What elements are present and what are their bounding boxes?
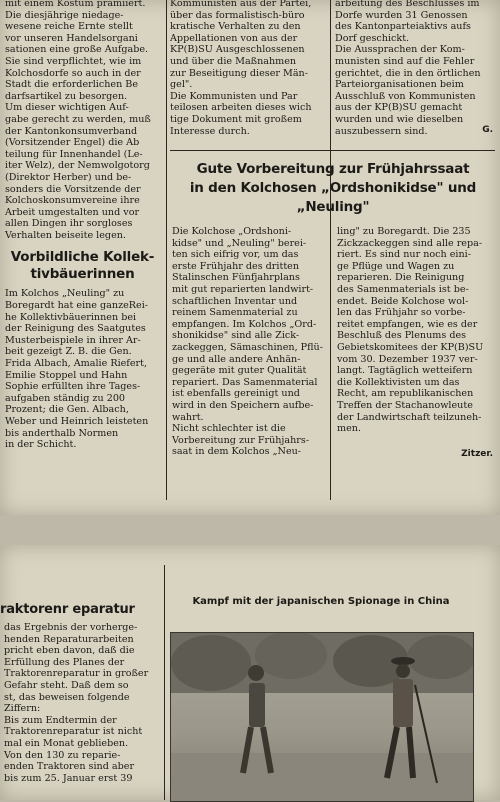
text-line: die Kollektivisten um das (337, 376, 460, 388)
headline-kollektivbaeuerinnen (5, 249, 160, 283)
headline-line-3: „Neuling" (296, 199, 370, 215)
text-line: KP(B)SU Ausgeschlossenen (170, 44, 305, 56)
text-line: Die diesjährige niedage- (5, 9, 124, 21)
text-line: wesene reiche Ernte stellt (5, 21, 133, 33)
column-2-top (170, 0, 325, 137)
text-line: vor unseren Handelsorgani (5, 32, 138, 44)
text-line: Die Aussprachen der Kom- (335, 44, 465, 56)
text-line: in der Schicht. (5, 439, 77, 451)
text-line: Recht, am republikanischen (337, 388, 474, 400)
headline-text: Vorbildliche Kollek- tivbäuerinnen (10, 249, 155, 283)
text-line: Ausschluß von Kommunisten (335, 90, 476, 102)
photo-illustration (171, 633, 473, 801)
text-line: Prozent; die Gen. Albach, (5, 404, 129, 416)
headline-line-1: Gute Vorbereitung zur Frühjahrssaat (196, 161, 470, 177)
text-line: Ziffern: (4, 703, 41, 715)
text-line: endet. Beide Kolchose wol- (337, 295, 469, 307)
headline-fruehjahrssaat (172, 160, 494, 217)
text-line: gegeräte mit guter Qualität (172, 365, 307, 377)
headline-traktorenreparatur: raktorenr eparatur (0, 602, 135, 617)
text-line: Weber und Heinrich leisteten (5, 416, 149, 427)
news-photo (170, 632, 474, 802)
text-line: erste Frühjahr des dritten (172, 260, 300, 272)
column-rule (166, 0, 167, 500)
text-line: he Kollektivbäuerinnen bei (5, 311, 137, 323)
traktoren-text (4, 622, 157, 784)
text-line: pricht eben davon, daß die (4, 645, 135, 657)
text-line: kidse" und „Neuling" berei- (172, 237, 307, 249)
text-line: Arbeit umgestalten und vor (5, 206, 140, 218)
text-line: ist ebenfalls gereinigt und (172, 388, 300, 400)
text-line: gerichtet, die in den örtlichen (335, 67, 481, 79)
text-line: st, das beweisen folgende (4, 691, 130, 703)
text-line: Kommunisten aus der Partei, (170, 0, 312, 9)
text-line: empfangen. Im Kolchos „Ord- (172, 318, 317, 330)
text-line: ling" zu Boregardt. Die 235 (337, 226, 471, 237)
text-line: Emilie Stoppel und Hahn (5, 369, 128, 381)
text-line: Traktorenreparatur ist nicht (4, 726, 143, 738)
text-line: Von den 130 zu reparie- (4, 749, 121, 761)
text-line: Zickzackeggen sind alle repa- (337, 237, 483, 249)
text-line: Traktorenreparatur in großer (4, 668, 149, 680)
text-line: Beschluß des Plenums des (337, 330, 467, 342)
text-line: Parteiorganisationen beim (335, 79, 464, 91)
article-2-text-b (337, 226, 493, 435)
text-line: Kolchoskonsumvereine ihre (5, 195, 140, 207)
text-line: zackeggen, Sämaschinen, Pflü- (172, 341, 323, 353)
text-line: henden Reparaturarbeiten (4, 633, 134, 645)
text-line: auszubessern sind. (335, 125, 428, 137)
article-2-column-a (172, 226, 327, 458)
text-line: len das Frühjahr so vorbe- (337, 307, 466, 319)
text-line: der Landwirtschaft teilzuneh- (337, 411, 482, 423)
text-line: und über die Maßnahmen (170, 55, 297, 67)
text-line: der Reinigung des Saatgutes (5, 323, 146, 335)
column-traktoren (4, 622, 157, 784)
text-line: reinem Samenmaterial zu (172, 307, 298, 319)
text-line: Interesse durch. (170, 125, 250, 137)
text-line: der Kantonkonsumverband (5, 125, 138, 137)
text-line: zur Beseitigung dieser Män- (170, 67, 308, 79)
text-line: teilung für Innenhandel (Le- (5, 148, 143, 160)
text-line: Bis zum Endtermin der (4, 714, 117, 726)
text-line: aus der KP(B)SU gemacht (335, 102, 463, 114)
text-line: riert. Es sind nur noch eini- (337, 249, 471, 261)
text-line: mit gut reparierten landwirt- (172, 283, 314, 295)
text-line: teilosen arbeiten dieses wich (170, 102, 312, 114)
text-line: Boregardt hat eine ganzeRei- (5, 300, 149, 312)
text-line: enden Traktoren sind aber (4, 761, 135, 773)
text-line: beit gezeigt Z. B. die Gen. (5, 346, 132, 358)
column-1-text-b (5, 288, 160, 450)
text-line: aufgaben ständig zu 200 (5, 392, 126, 404)
article-divider (170, 150, 495, 151)
text-line: Dorf geschickt. (335, 32, 410, 44)
text-line: sationen eine große Aufgabe. (5, 44, 149, 56)
text-line: wird in den Speichern aufbe- (172, 399, 314, 411)
text-line: allen Dingen ihr sorgloses (5, 218, 133, 230)
text-line: ge Pflüge und Wagen zu (337, 260, 455, 272)
column-2-text (170, 0, 325, 137)
text-line: mit einem Kostüm prämiiert. (5, 0, 146, 9)
text-line: Gefahr steht. Daß dem so (4, 679, 129, 691)
text-line: bis anderthalb Normen (5, 427, 119, 439)
text-line: Die Kolchose „Ordshoni- (172, 226, 292, 237)
article-2-text-a (172, 226, 327, 458)
text-line: munisten sind auf die Fehler (335, 55, 475, 67)
text-line: ten sich eifrig vor, um das (172, 249, 299, 261)
text-line: repariert. Das Samenmaterial (172, 376, 318, 388)
text-line: ge und alle andere Anhän- (172, 353, 301, 365)
photo-caption: Kampf mit der japanischen Spionage in China (192, 596, 450, 607)
column-1 (5, 0, 160, 451)
column-rule (330, 0, 331, 500)
text-line: men. (337, 423, 362, 435)
text-line: Kolchosdorfe so auch in der (5, 67, 141, 79)
text-line: schaftlichen Inventar und (172, 295, 298, 307)
text-line: iter Welz), der Nemwolgotorg (5, 160, 150, 172)
column-3-text (335, 0, 493, 137)
column-3-top (335, 0, 493, 137)
text-line: reparieren. Die Reinigung (337, 272, 465, 284)
text-line: Appellationen von aus der (170, 32, 298, 44)
text-line: Erfüllung des Planes der (4, 656, 125, 668)
text-line: Im Kolchos „Neuling" zu (5, 288, 125, 300)
text-line: sonders die Vorsitzende der (5, 183, 141, 195)
text-line: Stalinschen Fünfjahrplans (172, 272, 300, 284)
text-line: shonikidse" sind alle Zick- (172, 330, 300, 342)
signature-g: G. (482, 125, 493, 136)
text-line: Um dieser wichtigen Auf- (5, 102, 129, 114)
text-line: des Samenmaterials ist be- (337, 283, 469, 295)
text-line: saat in dem Kolchos „Neu- (172, 446, 302, 458)
text-line: tige Dokument mit großem (170, 113, 302, 125)
text-line: gabe gerecht zu werden, muß (5, 113, 151, 125)
text-line: Sie sind verpflichtet, wie im (5, 55, 142, 67)
signature-zitzer: Zitzer. (461, 448, 493, 459)
text-line: (Direktor Herber) und be- (5, 171, 132, 183)
text-line: Treffen der Stachanowleute (337, 399, 473, 411)
text-line: Gebietskomitees der KP(B)SU (337, 341, 484, 353)
text-line: Dorfe wurden 31 Genossen (335, 9, 468, 21)
text-line: bis zum 25. Januar erst 39 (4, 772, 133, 784)
text-line: vom 30. Dezember 1937 ver- (337, 353, 478, 365)
text-line: Sophie erfüllten ihre Tages- (5, 381, 141, 393)
text-line: Musterbeispiele in ihrer Ar- (5, 334, 141, 346)
column-rule (164, 565, 165, 800)
text-line: Frida Albach, Amalie Riefert, (5, 358, 148, 370)
text-line: Die Kommunisten und Par (170, 90, 298, 102)
text-line: reitet empfangen, wie es der (337, 318, 478, 330)
text-line: (Vorsitzender Engel) die Ab (5, 137, 140, 149)
text-line: Verhalten beiseite legen. (5, 229, 126, 241)
text-line: gel". (170, 79, 193, 91)
text-line: darfsartikel zu besorgen. (5, 90, 128, 102)
column-1-text-a (5, 0, 160, 241)
text-line: Vorbereitung zur Frühjahrs- (172, 434, 310, 446)
text-line: mal ein Monat geblieben. (4, 737, 129, 749)
text-line: über das formalistisch-büro (170, 9, 305, 21)
text-line: kratische Verhalten zu den (170, 21, 301, 33)
text-line: arbeitung des Beschlusses im (335, 0, 480, 9)
text-line: das Ergebnis der vorherge- (4, 622, 138, 633)
text-line: wahrt. (172, 411, 204, 423)
text-line: langt. Tagtäglich wetteifern (337, 365, 473, 377)
text-line: wurden und wie dieselben (335, 113, 464, 125)
text-line: des Kantonparteiaktivs aufs (335, 21, 471, 33)
headline-line-2: in den Kolchosen „Ordshonikidse" und (189, 180, 477, 196)
text-line: Nicht schlechter ist die (172, 423, 286, 435)
text-line: Stadt die erforderlichen Be (5, 79, 139, 91)
article-2-column-b (337, 226, 493, 460)
